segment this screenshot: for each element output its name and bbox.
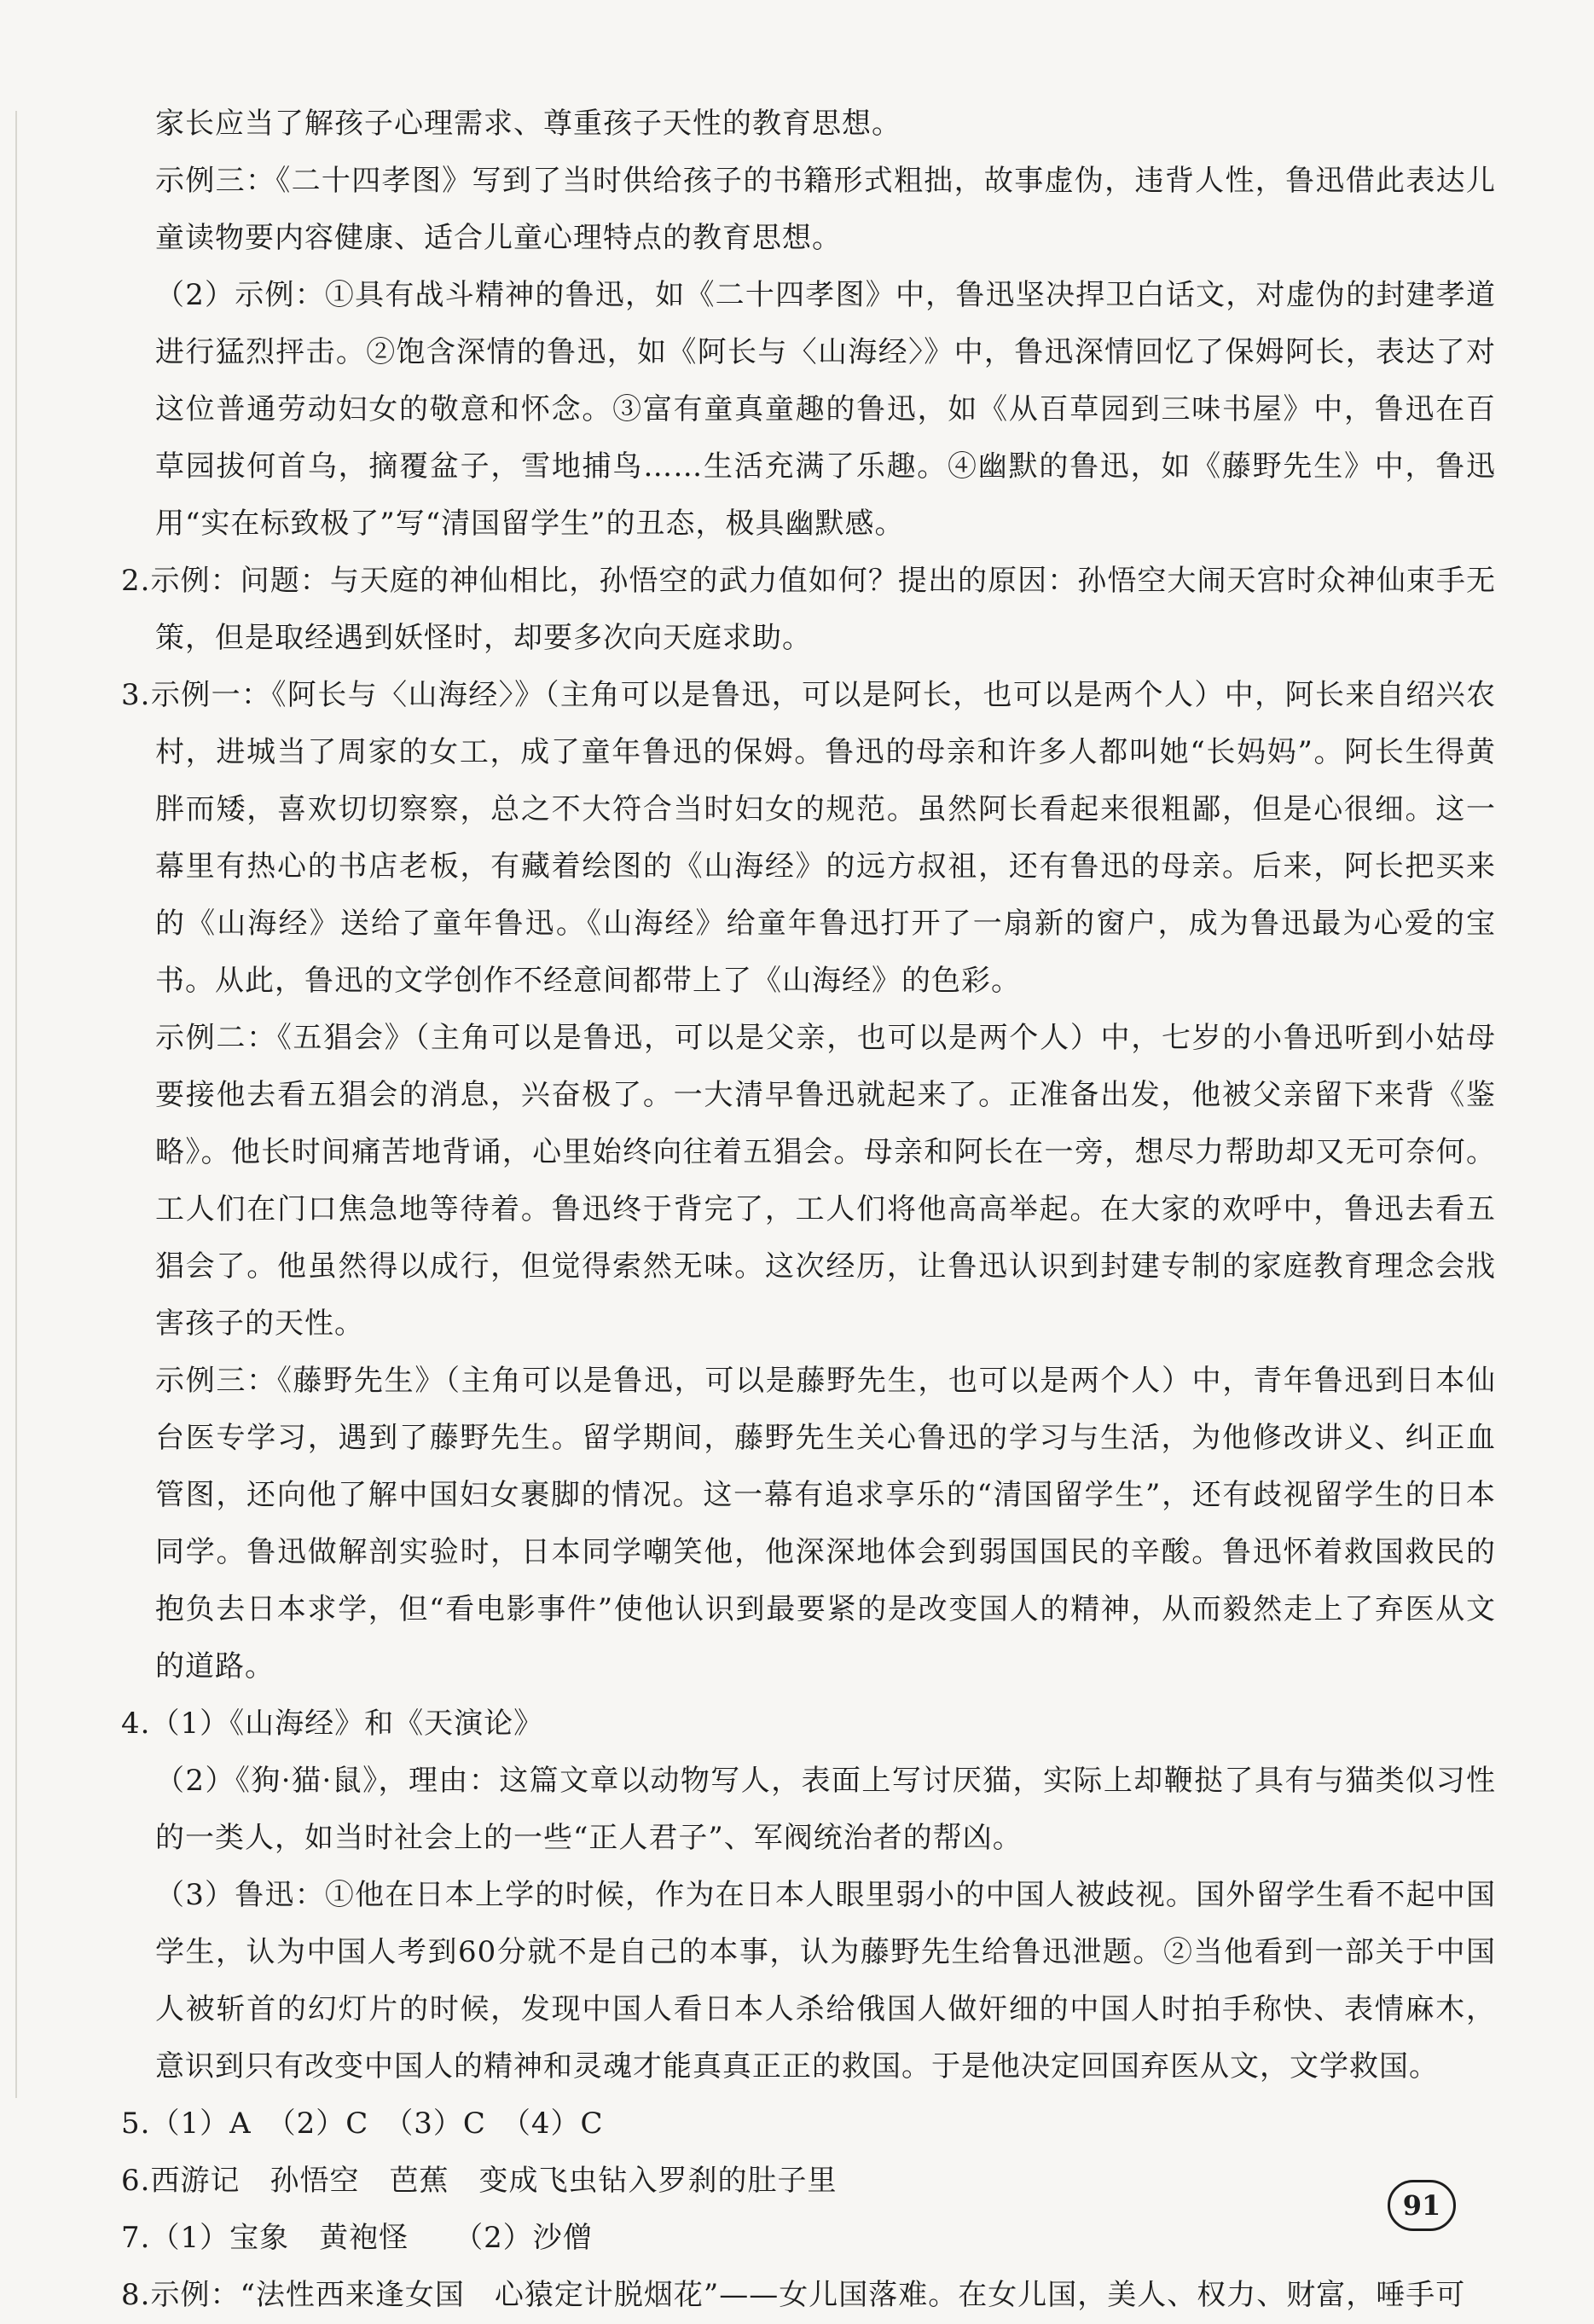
paragraph: （3）鲁迅：①他在日本上学的时候，作为在日本人眼里弱小的中国人被歧视。国外留学生看不起中国学生，认为中国人考到60分就不是自己的本事，认为藤野先生给鲁迅泄题。②当他看到一部关于中国人被斩首的幻灯片的时候，发现中国人看日本人杀给俄国人做奸细的中国人时拍手称快、表情麻木，意识到只有改变中国人的精神和灵魂才能真真正正的救国。于是他决定回国弃医从文，文学救国。 [155, 1878, 1496, 2083]
paragraph: 5.（1）A （2）C （3）C （4）C [121, 2107, 604, 2141]
paragraph: 7.（1）宝象 黄袍怪 （2）沙僧 [121, 2221, 593, 2255]
answer-text-block [121, 96, 1496, 2324]
page-margin-line [15, 111, 17, 2098]
paragraph: 示例三：《二十四孝图》写到了当时供给孩子的书籍形式粗拙，故事虚伪，违背人性，鲁迅借此表达儿童读物要内容健康、适合儿童心理特点的教育思想。 [155, 164, 1496, 255]
paragraph: 8.示例：“法性西来逢女国 心猿定计脱烟花”——女儿国落难。在女儿国，美人、权力、财富，唾手可 [121, 2278, 1466, 2312]
paragraph: （2）示例：①具有战斗精神的鲁迅，如《二十四孝图》中，鲁迅坚决捍卫白话文，对虚伪的封建孝道进行猛烈抨击。②饱含深情的鲁迅，如《阿长与〈山海经〉》中，鲁迅深情回忆了保姆阿长，表达了对这位普通劳动妇女的敬意和怀念。③富有童真童趣的鲁迅，如《从百草园到三味书屋》中，鲁迅在百草园拔何首乌，摘覆盆子，雪地捕鸟……生活充满了乐趣。④幽默的鲁迅，如《藤野先生》中，鲁迅用“实在标致极了”写“清国留学生”的丑态，极具幽默感。 [155, 278, 1496, 541]
page-number-badge: 91 [1388, 2180, 1456, 2231]
paragraph: 3.示例一：《阿长与〈山海经〉》（主角可以是鲁迅，可以是阿长，也可以是两个人）中，阿长来自绍兴农村，进城当了周家的女工，成了童年鲁迅的保姆。鲁迅的母亲和许多人都叫她“长妈妈”。阿长生得黄胖而矮，喜欢切切察察，总之不大符合当时妇女的规范。虽然阿长看起来很粗鄙，但是心很细。这一幕里有热心的书店老板，有藏着绘图的《山海经》的远方叔祖，还有鲁迅的母亲。后来，阿长把买来的《山海经》送给了童年鲁迅。《山海经》给童年鲁迅打开了一扇新的窗户，成为鲁迅最为心爱的宝书。从此，鲁迅的文学创作不经意间都带上了《山海经》的色彩。 [121, 678, 1496, 998]
paragraph: 6.西游记 孙悟空 芭蕉 变成飞虫钻入罗刹的肚子里 [121, 2164, 838, 2198]
paragraph: 家长应当了解孩子心理需求、尊重孩子天性的教育思想。 [155, 107, 901, 141]
paragraph: 2.示例：问题：与天庭的神仙相比，孙悟空的武力值如何？提出的原因：孙悟空大闹天宫时众神仙束手无策，但是取经遇到妖怪时，却要多次向天庭求助。 [121, 564, 1496, 655]
paragraph: 示例三：《藤野先生》（主角可以是鲁迅，可以是藤野先生，也可以是两个人）中，青年鲁迅到日本仙台医专学习，遇到了藤野先生。留学期间，藤野先生关心鲁迅的学习与生活，为他修改讲义、纠正血管图，还向他了解中国妇女裹脚的情况。这一幕有追求享乐的“清国留学生”，还有歧视留学生的日本同学。鲁迅做解剖实验时，日本同学嘲笑他，他深深地体会到弱国国民的辛酸。鲁迅怀着救国救民的抱负去日本求学，但“看电影事件”使他认识到最要紧的是改变国人的精神，从而毅然走上了弃医从文的道路。 [155, 1364, 1496, 1684]
paragraph: （2）《狗·猫·鼠》，理由：这篇文章以动物写人，表面上写讨厌猫，实际上却鞭挞了具有与猫类似习性的一类人，如当时社会上的一些“正人君子”、军阀统治者的帮凶。 [155, 1764, 1496, 1855]
paragraph: 示例二：《五猖会》（主角可以是鲁迅，可以是父亲，也可以是两个人）中，七岁的小鲁迅听到小姑母要接他去看五猖会的消息，兴奋极了。一大清早鲁迅就起来了。正准备出发，他被父亲留下来背《鉴略》。他长时间痛苦地背诵，心里始终向往着五猖会。母亲和阿长在一旁，想尽力帮助却又无可奈何。工人们在门口焦急地等待着。鲁迅终于背完了，工人们将他高高举起。在大家的欢呼中，鲁迅去看五猖会了。他虽然得以成行，但觉得索然无味。这次经历，让鲁迅认识到封建专制的家庭教育理念会戕害孩子的天性。 [155, 1021, 1496, 1341]
paragraph: 4.（1）《山海经》和《天演论》 [121, 1707, 544, 1741]
